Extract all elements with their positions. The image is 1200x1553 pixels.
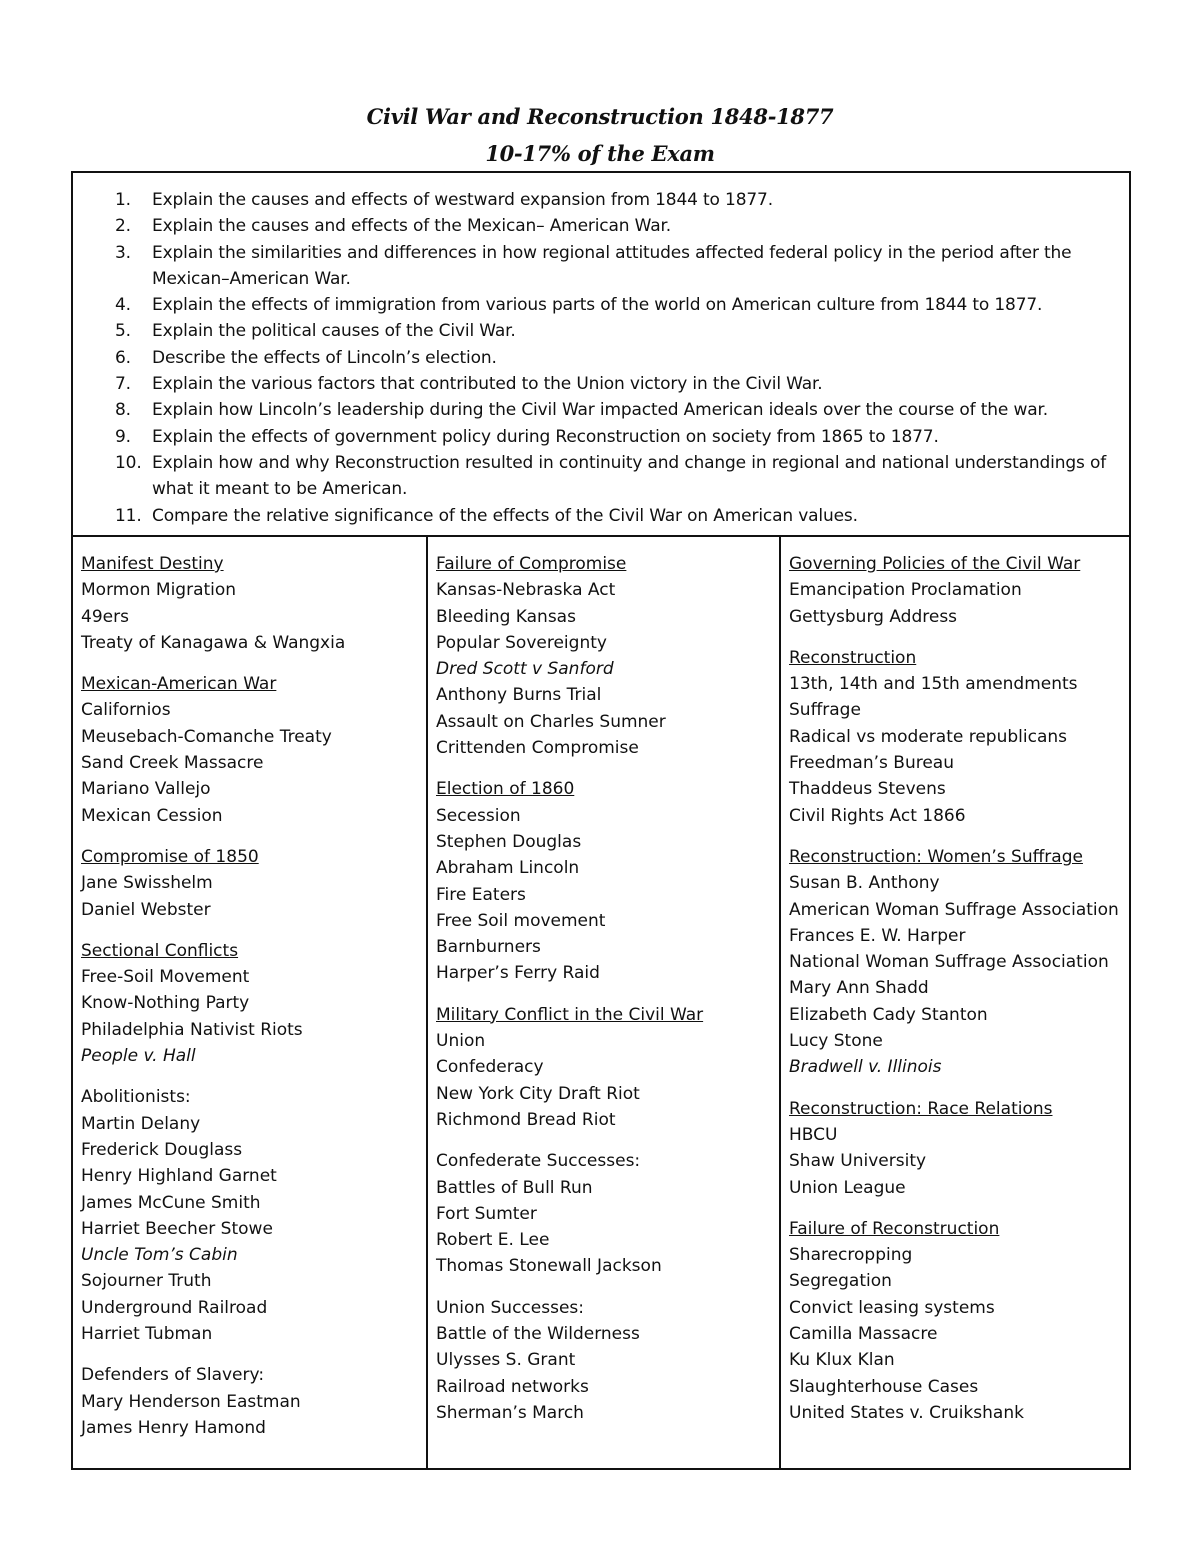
topic-section xyxy=(789,1216,1129,1426)
topic-item: Railroad networks xyxy=(436,1376,589,1397)
topic-item: Mary Henderson Eastman xyxy=(81,1391,301,1412)
objective-number: 8. xyxy=(115,400,131,421)
section-heading: Reconstruction: Women’s Suffrage xyxy=(789,846,1083,867)
topics-column-1 xyxy=(73,537,426,1468)
page-subtitle: 10-17% of the Exam xyxy=(485,141,715,166)
objective-item xyxy=(73,213,1113,239)
topic-item: Thomas Stonewall Jackson xyxy=(436,1256,662,1277)
section-heading: Failure of Compromise xyxy=(436,554,627,574)
topic-item: 49ers xyxy=(81,606,129,627)
topic-item: Radical vs moderate republicans xyxy=(789,726,1068,747)
topic-section xyxy=(81,1084,426,1347)
section-heading: Military Conflict in the Civil War xyxy=(436,1004,704,1025)
topic-item: Mariano Vallejo xyxy=(81,779,211,800)
topic-item: Harper’s Ferry Raid xyxy=(436,963,600,984)
section-heading: Failure of Reconstruction xyxy=(789,1218,1000,1239)
topic-item: Richmond Bread Riot xyxy=(436,1109,616,1130)
section-heading: Abolitionists: xyxy=(81,1087,191,1108)
topics-column-3 xyxy=(779,537,1129,1468)
topic-item: Shaw University xyxy=(789,1151,927,1172)
topic-item: Jane Swisshelm xyxy=(81,873,213,894)
objective-number: 10. xyxy=(115,452,142,473)
objective-text: Explain how and why Reconstruction resulted in continuity and change in regional and national understandings of what it meant to be American. xyxy=(152,452,1107,500)
topic-item: Suffrage xyxy=(789,700,861,721)
topic-section xyxy=(81,551,426,656)
topic-item: Mary Ann Shadd xyxy=(789,978,929,999)
topic-item: James McCune Smith xyxy=(81,1192,261,1213)
objective-text: Describe the effects of Lincoln’s election. xyxy=(152,347,497,368)
topic-item: Harriet Beecher Stowe xyxy=(81,1218,273,1239)
objective-number: 4. xyxy=(115,295,131,316)
objective-number: 6. xyxy=(115,347,131,368)
topic-section xyxy=(436,1002,779,1133)
topic-item: United States v. Cruikshank xyxy=(789,1402,1024,1423)
objective-number: 5. xyxy=(115,321,131,342)
topic-item: Henry Highland Garnet xyxy=(81,1166,277,1187)
topic-item: Battles of Bull Run xyxy=(436,1177,593,1198)
topic-item: 13th, 14th and 15th amendments xyxy=(789,674,1078,695)
topic-item: Anthony Burns Trial xyxy=(436,685,602,706)
topic-item: Uncle Tom’s Cabin xyxy=(81,1245,238,1266)
topic-item: James Henry Hamond xyxy=(81,1417,266,1438)
topic-item: Civil Rights Act 1866 xyxy=(789,805,966,826)
topic-item: National Woman Suffrage Association xyxy=(789,952,1109,973)
topic-section xyxy=(789,844,1129,1081)
section-heading: Union Successes: xyxy=(436,1297,584,1318)
objective-text: Explain the similarities and differences in how regional attitudes affected federal policy in the period after the Mexican–American War. xyxy=(152,242,1072,289)
topic-item: Ulysses S. Grant xyxy=(436,1350,576,1371)
topic-item: Daniel Webster xyxy=(81,899,211,920)
objective-item xyxy=(73,318,1113,344)
topic-item: Fire Eaters xyxy=(436,884,526,905)
section-heading: Governing Policies of the Civil War xyxy=(789,554,1081,574)
topic-item: Freedman’s Bureau xyxy=(789,753,954,774)
topic-item: Barnburners xyxy=(436,937,541,958)
topic-item: Stephen Douglas xyxy=(436,831,582,852)
topic-item: Bleeding Kansas xyxy=(436,606,576,627)
objective-item xyxy=(73,345,1113,371)
objective-number: 3. xyxy=(115,242,131,263)
section-heading: Compromise of 1850 xyxy=(81,846,259,867)
section-heading: Defenders of Slavery: xyxy=(81,1365,265,1386)
objective-text: Explain the political causes of the Civil War. xyxy=(152,321,516,342)
topic-item: Bradwell v. Illinois xyxy=(789,1057,942,1078)
topic-item: Fort Sumter xyxy=(436,1203,537,1224)
topic-item: Meusebach-Comanche Treaty xyxy=(81,726,332,747)
topic-item: Slaughterhouse Cases xyxy=(789,1376,979,1397)
topic-item: Convict leasing systems xyxy=(789,1297,995,1318)
objective-number: 2. xyxy=(115,216,131,237)
topic-item: Know-Nothing Party xyxy=(81,993,250,1014)
topic-item: Treaty of Kanagawa & Wangxia xyxy=(81,632,346,653)
objective-text: Explain the various factors that contributed to the Union victory in the Civil War. xyxy=(152,374,823,395)
topic-item: Thaddeus Stevens xyxy=(789,779,946,800)
objective-text: Explain how Lincoln’s leadership during the Civil War impacted American ideals over the course of the war. xyxy=(152,400,1048,421)
objective-item xyxy=(73,240,1113,293)
topics-column-2 xyxy=(426,537,779,1468)
objective-number: 11. xyxy=(115,505,142,526)
objective-item xyxy=(73,397,1113,423)
objective-item xyxy=(73,371,1113,397)
topic-item: Mormon Migration xyxy=(81,580,237,601)
topic-item: People v. Hall xyxy=(81,1046,196,1067)
topic-item: Martin Delany xyxy=(81,1113,201,1134)
objective-text: Compare the relative significance of the effects of the Civil War on American values. xyxy=(152,505,858,526)
topic-section xyxy=(81,938,426,1069)
topic-section xyxy=(81,671,426,829)
topic-item: Elizabeth Cady Stanton xyxy=(789,1004,988,1025)
topic-section xyxy=(789,551,1129,630)
topic-item: Confederacy xyxy=(436,1057,544,1078)
topic-item: Lucy Stone xyxy=(789,1031,883,1052)
section-heading: Sectional Conflicts xyxy=(81,940,239,961)
topic-item: Frances E. W. Harper xyxy=(789,925,966,946)
section-heading: Mexican-American War xyxy=(81,674,277,695)
topic-item: Philadelphia Nativist Riots xyxy=(81,1019,303,1040)
objective-item xyxy=(73,187,1113,213)
topic-item: Popular Sovereignty xyxy=(436,632,607,653)
topic-section xyxy=(81,844,426,923)
topic-item: Frederick Douglass xyxy=(81,1139,243,1160)
section-heading: Confederate Successes: xyxy=(436,1151,641,1172)
objectives-panel xyxy=(73,173,1129,537)
topic-item: Harriet Tubman xyxy=(81,1324,213,1345)
topic-item: Crittenden Compromise xyxy=(436,738,639,759)
topic-item: Segregation xyxy=(789,1271,892,1292)
topic-item: Sojourner Truth xyxy=(81,1271,212,1292)
content-table xyxy=(71,171,1131,1470)
section-heading: Reconstruction: Race Relations xyxy=(789,1098,1053,1119)
objective-item xyxy=(73,450,1113,503)
topic-item: Emancipation Proclamation xyxy=(789,580,1022,601)
topic-item: HBCU xyxy=(789,1124,838,1145)
section-heading: Reconstruction xyxy=(789,647,917,668)
objective-text: Explain the causes and effects of westward expansion from 1844 to 1877. xyxy=(152,190,773,210)
topic-item: Sherman’s March xyxy=(436,1402,584,1423)
topic-item: New York City Draft Riot xyxy=(436,1083,640,1104)
topic-section xyxy=(789,1096,1129,1201)
topic-section xyxy=(436,551,779,761)
topic-item: Abraham Lincoln xyxy=(436,858,580,879)
objective-item xyxy=(73,503,1113,529)
topic-item: Californios xyxy=(81,700,171,721)
objective-text: Explain the effects of government policy during Reconstruction on society from 1865 to 1877. xyxy=(152,426,939,447)
objective-text: Explain the causes and effects of the Mexican– American War. xyxy=(152,216,672,237)
topic-item: Union League xyxy=(789,1177,906,1198)
page-title: Civil War and Reconstruction 1848-1877 xyxy=(366,104,834,129)
topics-columns xyxy=(73,537,1129,1468)
topic-item: Sand Creek Massacre xyxy=(81,753,264,774)
topic-item: American Woman Suffrage Association xyxy=(789,899,1119,920)
topic-item: Kansas-Nebraska Act xyxy=(436,580,616,601)
topic-item: Sharecropping xyxy=(789,1245,913,1266)
topic-item: Underground Railroad xyxy=(81,1297,268,1318)
topic-item: Gettysburg Address xyxy=(789,606,958,627)
topic-item: Ku Klux Klan xyxy=(789,1350,895,1371)
objective-item xyxy=(73,424,1113,450)
topic-item: Mexican Cession xyxy=(81,805,223,826)
topic-item: Battle of the Wilderness xyxy=(436,1324,640,1345)
objective-item xyxy=(73,292,1113,318)
section-heading: Election of 1860 xyxy=(436,779,575,800)
topic-item: Free-Soil Movement xyxy=(81,967,250,988)
objective-number: 1. xyxy=(115,190,131,210)
topic-section xyxy=(436,1295,779,1426)
topic-item: Free Soil movement xyxy=(436,910,606,931)
topic-item: Robert E. Lee xyxy=(436,1230,550,1251)
topic-section xyxy=(436,1148,779,1279)
objective-text: Explain the effects of immigration from various parts of the world on American culture from 1844 to 1877. xyxy=(152,295,1043,316)
topic-item: Camilla Massacre xyxy=(789,1324,938,1345)
topic-section xyxy=(789,645,1129,829)
topic-item: Susan B. Anthony xyxy=(789,873,940,894)
topic-item: Union xyxy=(436,1031,486,1052)
topic-item: Secession xyxy=(436,805,521,826)
objective-number: 7. xyxy=(115,374,131,395)
section-heading: Manifest Destiny xyxy=(81,554,224,574)
topic-item: Assault on Charles Sumner xyxy=(436,711,666,732)
topic-item: Dred Scott v Sanford xyxy=(436,659,614,680)
topic-section xyxy=(436,776,779,986)
objectives-list xyxy=(73,187,1113,529)
topic-section xyxy=(81,1362,426,1441)
objective-number: 9. xyxy=(115,426,131,447)
